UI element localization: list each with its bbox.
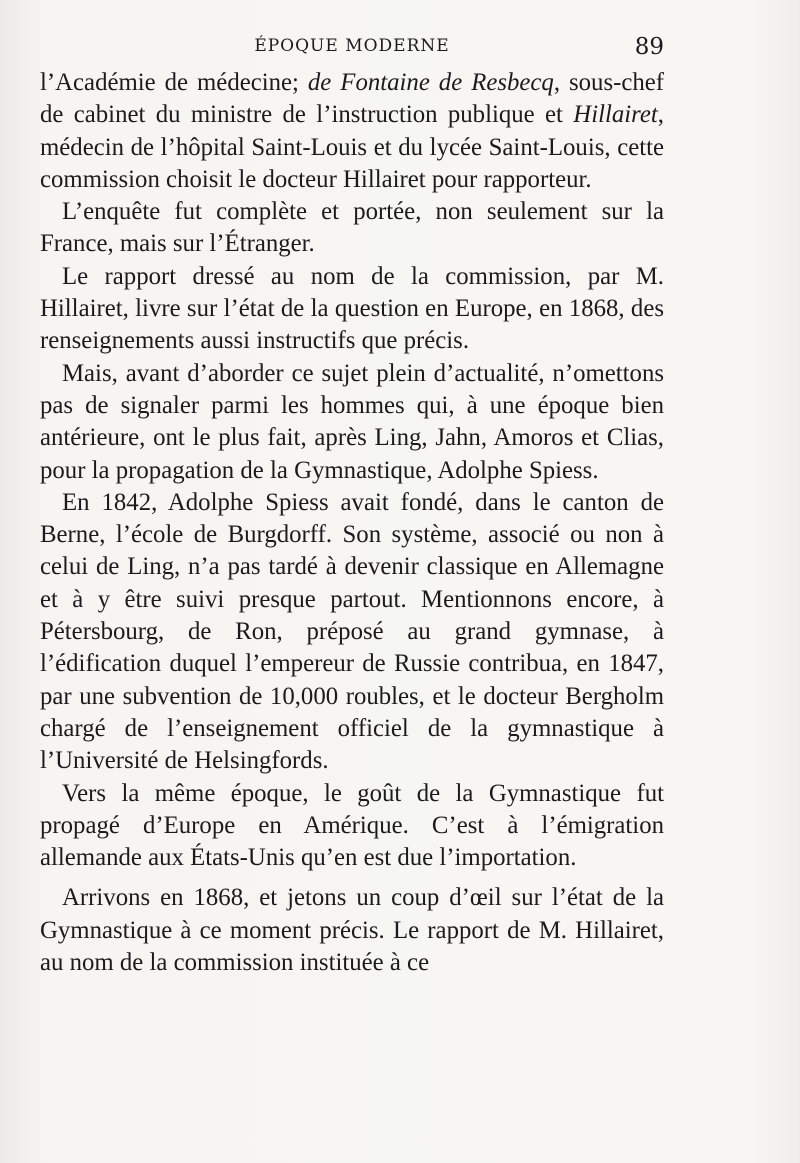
paragraph: Arrivons en 1868, et jetons un coup d’œil sur l’état de la Gymnastique à ce moment précis. Le rapport de M. Hillairet, au nom de la commission instituée à ce	[40, 884, 664, 977]
paragraph: Vers la même époque, le goût de la Gymnastique fut propagé d’Europe en Amérique. C’est à l’émigration allemande aux États-Unis qu’en est due l’importation.	[40, 779, 664, 872]
text-run: , sous-chef de cabinet du ministre de l’instruction publique et	[40, 69, 665, 129]
text-run: l’Académie de médecine;	[40, 69, 308, 96]
paragraph: L’enquête fut complète et portée, non seulement sur la France, mais sur l’Étranger.	[40, 198, 664, 258]
name-hillairet: Hillairet	[573, 101, 658, 129]
name-fontaine-de-resbecq: de Fontaine de Resbecq	[307, 69, 554, 96]
body-text	[40, 67, 664, 979]
page-header	[40, 34, 664, 66]
paragraph: Le rapport dressé au nom de la commission, par M. Hillairet, livre sur l’état de la question en Europe, en 1868, des renseignements aussi instructifs que précis.	[40, 262, 664, 355]
running-head: ÉPOQUE MODERNE	[254, 36, 450, 56]
page-number: 89	[634, 34, 664, 60]
paragraph: En 1842, Adolphe Spiess avait fondé, dans le canton de Berne, l’école de Burgdorff. Son système, associé ou non à celui de Ling, n’a pas tardé à devenir classique en Allemagne et à y être suivi presque partout. Mentionnons encore, à Pétersbourg, de Ron, préposé au grand gymnase, à l’édification duquel l’empereur de Russie contribua, en 1847, par une subvention de 10,000 roubles, et le docteur Bergholm chargé de l’enseignement officiel de la gymnastique à l’Université de Helsingfords.	[40, 488, 664, 775]
paragraph: Mais, avant d’aborder ce sujet plein d’actualité, n’omettons pas de signaler parmi les hommes qui, à une époque bien antérieure, ont le plus fait, après Ling, Jahn, Amoros et Clias, pour la propagation de la Gymnastique, Adolphe Spiess.	[40, 359, 664, 484]
text-run: , médecin de l’hôpital Saint-Louis et du lycée Saint-Louis, cette commission choisit le docteur Hillairet pour rapporteur.	[40, 101, 664, 193]
paragraph	[40, 67, 664, 196]
